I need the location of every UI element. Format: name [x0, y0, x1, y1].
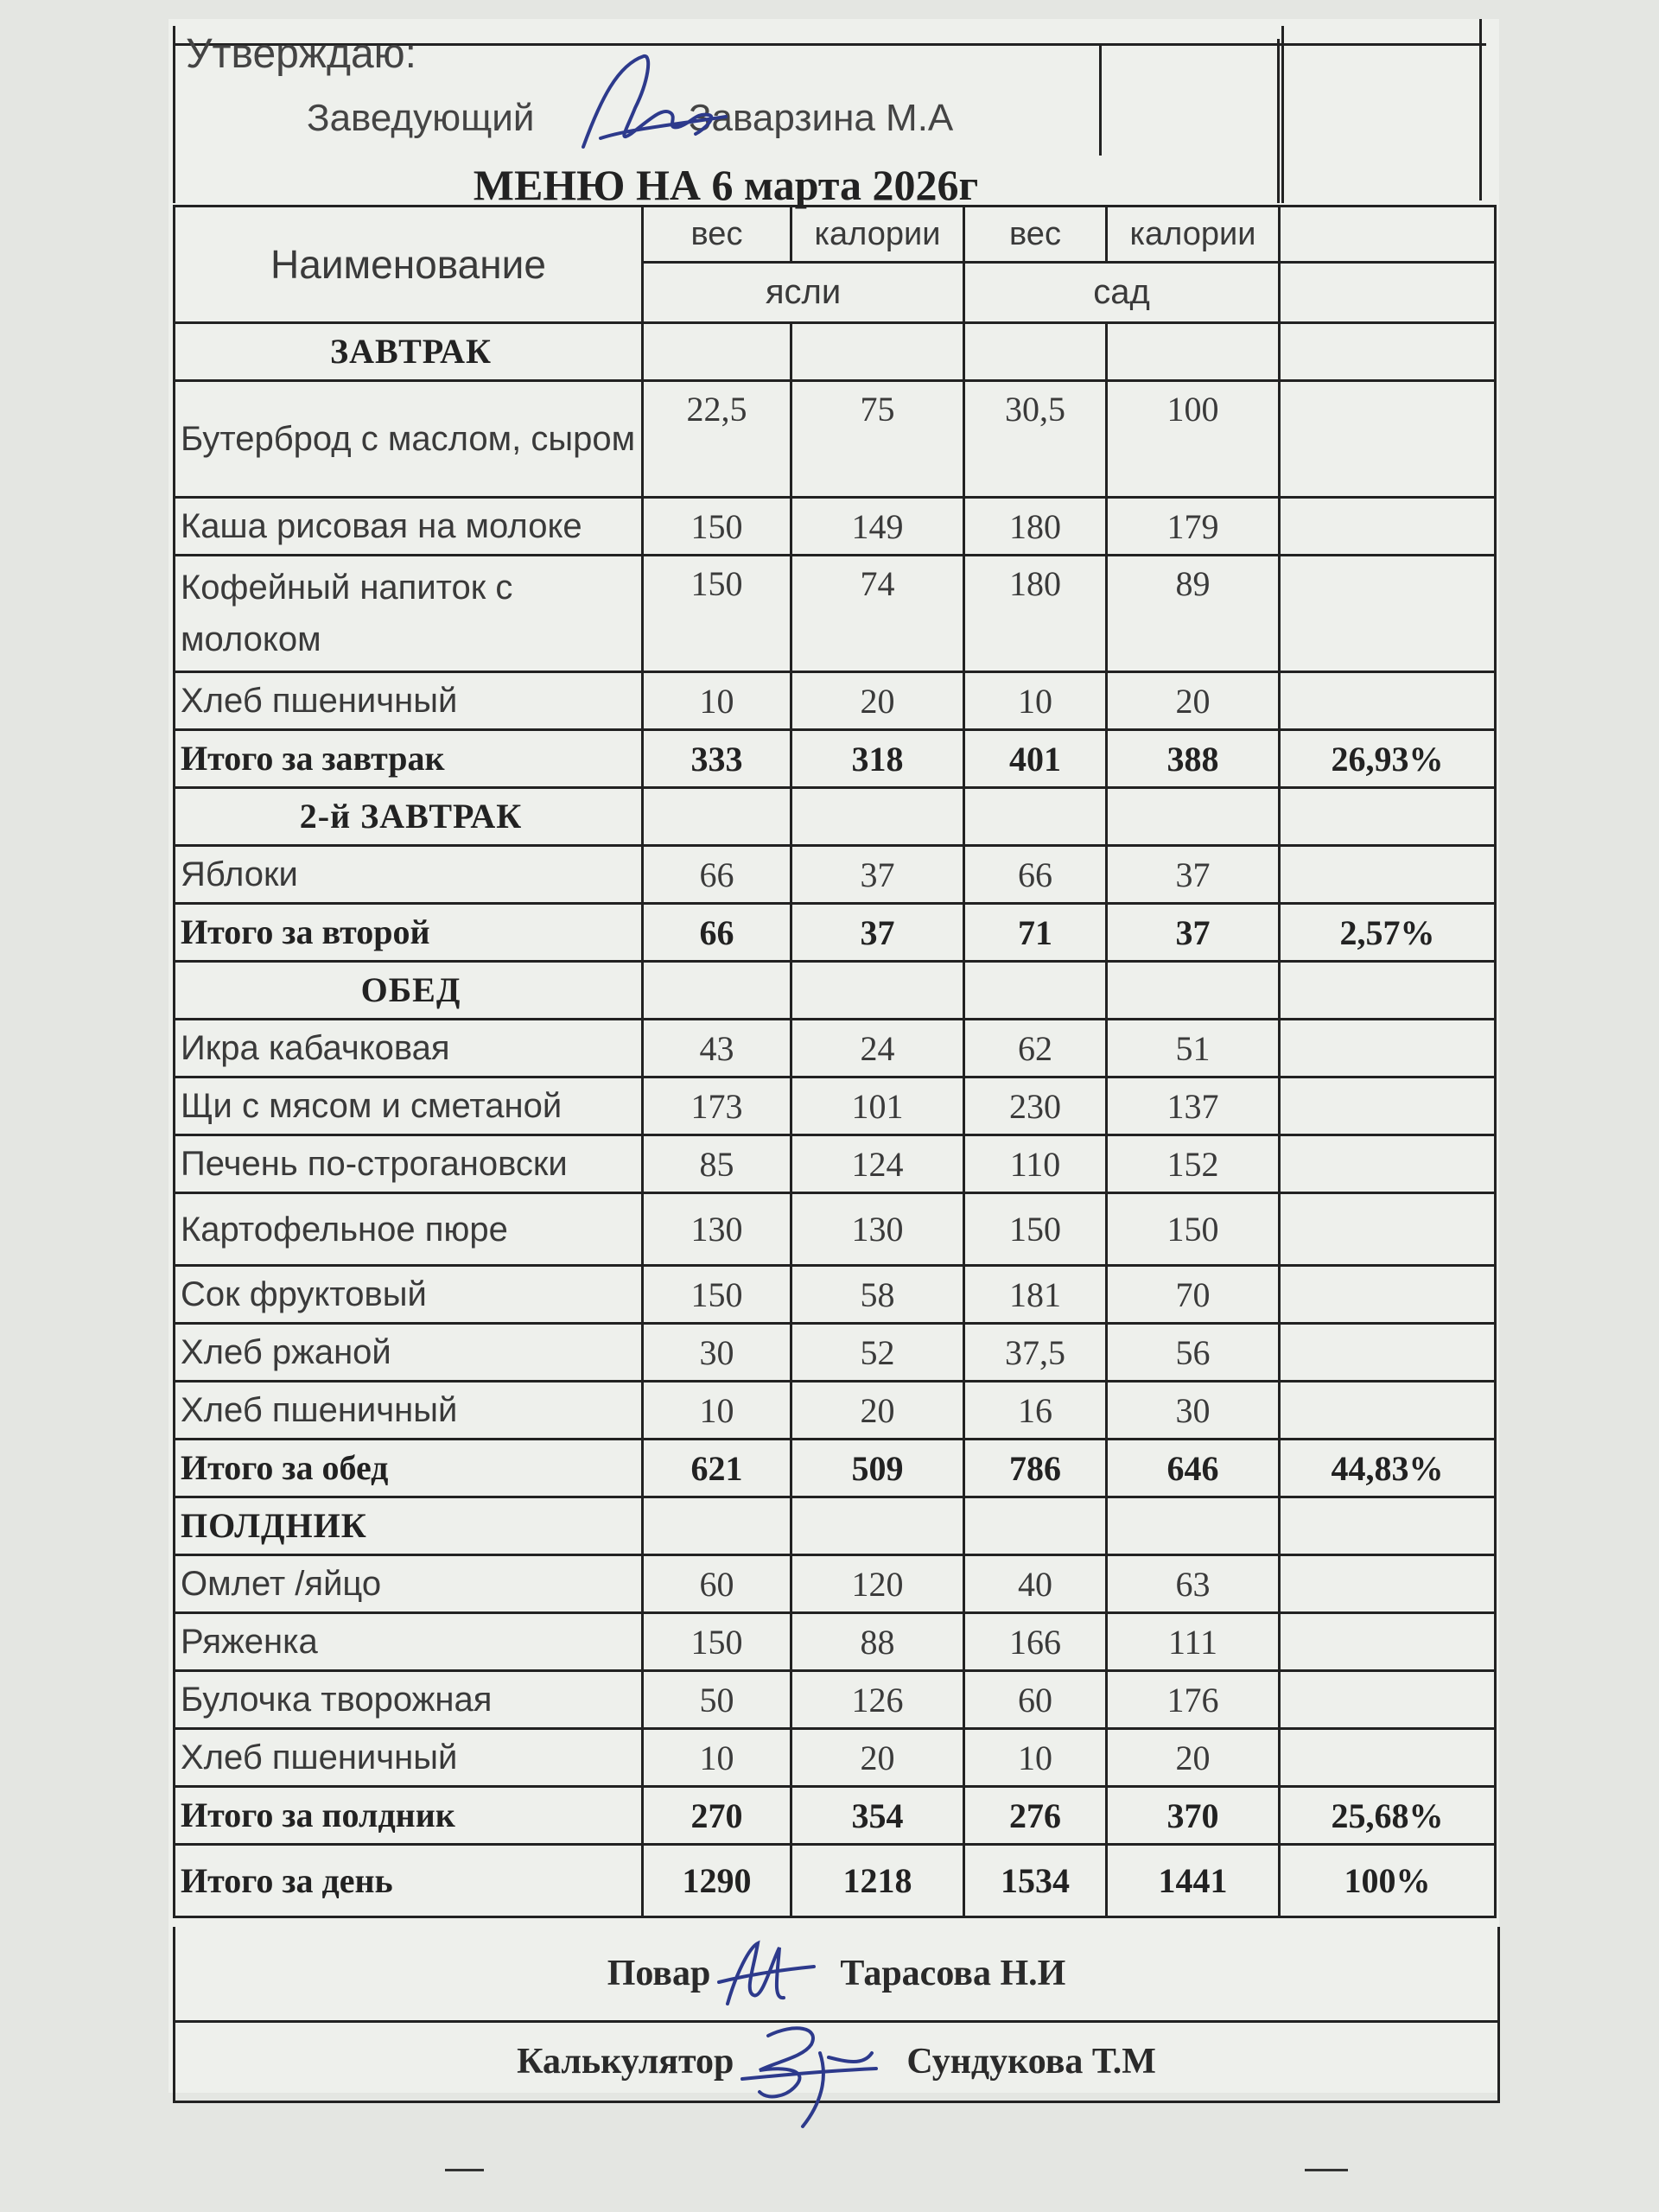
- garden-weight-header: вес: [964, 207, 1107, 263]
- percent-cell: [1280, 788, 1496, 846]
- section-title: 2-й ЗАВТРАК: [175, 788, 643, 846]
- nursery-calories-cell: 52: [791, 1324, 964, 1382]
- percent-cell: [1280, 672, 1496, 730]
- section-row: [175, 788, 1496, 846]
- garden-calories-cell: 176: [1107, 1671, 1280, 1729]
- garden-calories-cell: 89: [1107, 556, 1280, 672]
- cook-signature-image: [710, 1930, 823, 2017]
- total-row: [175, 904, 1496, 962]
- nursery-calories-cell: 20: [791, 1382, 964, 1440]
- total-row: [175, 1787, 1496, 1845]
- table-row: [175, 1135, 1496, 1193]
- percent-cell: [1280, 1324, 1496, 1382]
- nursery-weight-cell: [643, 323, 791, 381]
- percent-cell: [1280, 1193, 1496, 1266]
- nursery-calories-cell: 120: [791, 1555, 964, 1613]
- nursery-weight-cell: 173: [643, 1077, 791, 1135]
- section-title: ОБЕД: [175, 962, 643, 1020]
- garden-weight-cell: 110: [964, 1135, 1107, 1193]
- percent-cell: [1280, 1671, 1496, 1729]
- dish-name: Итого за полдник: [175, 1787, 643, 1845]
- garden-weight-cell: [964, 323, 1107, 381]
- dish-name: Итого за обед: [175, 1440, 643, 1497]
- percent-cell: [1280, 1555, 1496, 1613]
- menu-body: [175, 323, 1496, 1917]
- approve-label: Утверждаю:: [186, 31, 416, 77]
- garden-weight-cell: [964, 788, 1107, 846]
- garden-weight-cell: 276: [964, 1787, 1107, 1845]
- garden-weight-cell: 66: [964, 846, 1107, 904]
- dish-name: Щи с мясом и сметаной: [175, 1077, 643, 1135]
- garden-weight-cell: 60: [964, 1671, 1107, 1729]
- garden-calories-header: калории: [1107, 207, 1280, 263]
- column-name-header: Наименование: [175, 207, 643, 323]
- table-row: [175, 1193, 1496, 1266]
- percent-cell: [1280, 1497, 1496, 1555]
- percent-group-header: [1280, 263, 1496, 323]
- garden-calories-cell: 137: [1107, 1077, 1280, 1135]
- nursery-calories-cell: 126: [791, 1671, 964, 1729]
- garden-weight-cell: 181: [964, 1266, 1107, 1324]
- section-title: ПОЛДНИК: [175, 1497, 643, 1555]
- garden-calories-cell: 63: [1107, 1555, 1280, 1613]
- section-row: [175, 1497, 1496, 1555]
- dish-name: Бутерброд с маслом, сыром: [175, 381, 643, 498]
- nursery-weight-cell: 130: [643, 1193, 791, 1266]
- nursery-weight-header: вес: [643, 207, 791, 263]
- nursery-weight-cell: [643, 788, 791, 846]
- percent-cell: 25,68%: [1280, 1787, 1496, 1845]
- percent-cell: [1280, 1020, 1496, 1077]
- nursery-weight-cell: 60: [643, 1555, 791, 1613]
- garden-calories-cell: 179: [1107, 498, 1280, 556]
- nursery-weight-cell: 150: [643, 556, 791, 672]
- table-row: [175, 556, 1496, 672]
- garden-calories-cell: [1107, 1497, 1280, 1555]
- nursery-weight-cell: [643, 962, 791, 1020]
- garden-calories-cell: 646: [1107, 1440, 1280, 1497]
- garden-calories-cell: [1107, 962, 1280, 1020]
- garden-calories-cell: [1107, 788, 1280, 846]
- nursery-calories-cell: 130: [791, 1193, 964, 1266]
- dish-name: Сок фруктовый: [175, 1266, 643, 1324]
- dish-name: Каша рисовая на молоке: [175, 498, 643, 556]
- garden-group-header: сад: [964, 263, 1280, 323]
- garden-calories-cell: 37: [1107, 846, 1280, 904]
- cook-signature-slot: [710, 1939, 840, 2008]
- bottom-mark-right: [1305, 2169, 1348, 2171]
- garden-weight-cell: 10: [964, 1729, 1107, 1787]
- nursery-weight-cell: 1290: [643, 1845, 791, 1917]
- table-row: [175, 1324, 1496, 1382]
- garden-calories-cell: 370: [1107, 1787, 1280, 1845]
- nursery-weight-cell: 85: [643, 1135, 791, 1193]
- garden-calories-cell: 20: [1107, 672, 1280, 730]
- nursery-weight-cell: 30: [643, 1324, 791, 1382]
- head-title: Заведующий: [307, 97, 535, 139]
- nursery-calories-cell: [791, 1497, 964, 1555]
- table-row: [175, 498, 1496, 556]
- percent-cell: 26,93%: [1280, 730, 1496, 788]
- table-row: [175, 1671, 1496, 1729]
- dish-name: Икра кабачковая: [175, 1020, 643, 1077]
- calculator-signature-image: [734, 2018, 880, 2131]
- percent-cell: [1280, 1135, 1496, 1193]
- garden-calories-cell: 1441: [1107, 1845, 1280, 1917]
- table-row: [175, 1729, 1496, 1787]
- bottom-mark-left: [445, 2169, 484, 2171]
- nursery-weight-cell: 22,5: [643, 381, 791, 498]
- table-row: [175, 1077, 1496, 1135]
- table-row: [175, 1266, 1496, 1324]
- percent-cell: [1280, 1266, 1496, 1324]
- percent-cell: [1280, 962, 1496, 1020]
- percent-cell: 44,83%: [1280, 1440, 1496, 1497]
- nursery-calories-cell: 88: [791, 1613, 964, 1671]
- garden-calories-cell: 388: [1107, 730, 1280, 788]
- garden-weight-cell: 30,5: [964, 381, 1107, 498]
- nursery-calories-cell: 1218: [791, 1845, 964, 1917]
- dish-name: Яблоки: [175, 846, 643, 904]
- percent-cell: [1280, 556, 1496, 672]
- percent-cell: 100%: [1280, 1845, 1496, 1917]
- calculator-label: Калькулятор: [517, 2042, 734, 2082]
- nursery-weight-cell: 66: [643, 846, 791, 904]
- menu-table: [173, 205, 1497, 1918]
- dish-name: Печень по-строгановски: [175, 1135, 643, 1193]
- table-row: [175, 846, 1496, 904]
- table-row: [175, 1382, 1496, 1440]
- garden-calories-cell: 150: [1107, 1193, 1280, 1266]
- nursery-weight-cell: 150: [643, 1613, 791, 1671]
- nursery-calories-cell: [791, 323, 964, 381]
- cook-name: Тарасова Н.И: [840, 1954, 1066, 1993]
- table-row: [175, 381, 1496, 498]
- percent-cell: [1280, 498, 1496, 556]
- dish-name: Ряженка: [175, 1613, 643, 1671]
- garden-weight-cell: 37,5: [964, 1324, 1107, 1382]
- percent-cell: [1280, 1729, 1496, 1787]
- nursery-calories-cell: 149: [791, 498, 964, 556]
- percent-header: [1280, 207, 1496, 263]
- garden-weight-cell: [964, 1497, 1107, 1555]
- garden-calories-cell: 56: [1107, 1324, 1280, 1382]
- nursery-calories-cell: 24: [791, 1020, 964, 1077]
- garden-weight-cell: 71: [964, 904, 1107, 962]
- nursery-calories-cell: 354: [791, 1787, 964, 1845]
- nursery-weight-cell: [643, 1497, 791, 1555]
- nursery-weight-cell: 621: [643, 1440, 791, 1497]
- nursery-calories-cell: 37: [791, 904, 964, 962]
- nursery-group-header: ясли: [643, 263, 964, 323]
- nursery-calories-cell: 20: [791, 1729, 964, 1787]
- cook-row: [175, 1927, 1497, 2020]
- garden-calories-cell: 100: [1107, 381, 1280, 498]
- section-row: [175, 323, 1496, 381]
- garden-weight-cell: 16: [964, 1382, 1107, 1440]
- dish-name: Картофельное пюре: [175, 1193, 643, 1266]
- table-row: [175, 1020, 1496, 1077]
- header-divider-3: [1479, 19, 1482, 200]
- nursery-calories-header: калории: [791, 207, 964, 263]
- garden-calories-cell: 20: [1107, 1729, 1280, 1787]
- table-row: [175, 1613, 1496, 1671]
- garden-weight-cell: 10: [964, 672, 1107, 730]
- garden-calories-cell: 51: [1107, 1020, 1280, 1077]
- menu-title: МЕНЮ НА 6 марта 2026г: [473, 161, 979, 209]
- dish-name: Итого за день: [175, 1845, 643, 1917]
- nursery-weight-cell: 150: [643, 1266, 791, 1324]
- garden-calories-cell: 30: [1107, 1382, 1280, 1440]
- percent-cell: 2,57%: [1280, 904, 1496, 962]
- garden-weight-cell: 180: [964, 556, 1107, 672]
- garden-weight-cell: 401: [964, 730, 1107, 788]
- garden-weight-cell: 1534: [964, 1845, 1107, 1917]
- dish-name: Хлеб ржаной: [175, 1324, 643, 1382]
- percent-cell: [1280, 846, 1496, 904]
- garden-calories-cell: 70: [1107, 1266, 1280, 1324]
- signature-footer: [173, 1927, 1500, 2103]
- dish-name: Кофейный напиток с молоком: [175, 556, 643, 672]
- calculator-row: [175, 2020, 1497, 2101]
- calculator-signature-slot: [734, 2027, 906, 2096]
- percent-cell: [1280, 1613, 1496, 1671]
- nursery-calories-cell: 20: [791, 672, 964, 730]
- nursery-calories-cell: 37: [791, 846, 964, 904]
- nursery-weight-cell: 10: [643, 1382, 791, 1440]
- nursery-weight-cell: 43: [643, 1020, 791, 1077]
- nursery-calories-cell: 101: [791, 1077, 964, 1135]
- nursery-weight-cell: 270: [643, 1787, 791, 1845]
- nursery-calories-cell: 509: [791, 1440, 964, 1497]
- dish-name: Хлеб пшеничный: [175, 672, 643, 730]
- header-divider-1: [1099, 43, 1102, 156]
- garden-calories-cell: 111: [1107, 1613, 1280, 1671]
- garden-weight-cell: 166: [964, 1613, 1107, 1671]
- percent-cell: [1280, 1382, 1496, 1440]
- dish-name: Итого за второй: [175, 904, 643, 962]
- garden-weight-cell: 180: [964, 498, 1107, 556]
- nursery-calories-cell: 318: [791, 730, 964, 788]
- total-row: [175, 1845, 1496, 1917]
- nursery-calories-cell: 58: [791, 1266, 964, 1324]
- garden-weight-cell: 230: [964, 1077, 1107, 1135]
- section-title: ЗАВТРАК: [175, 323, 643, 381]
- garden-calories-cell: 152: [1107, 1135, 1280, 1193]
- nursery-weight-cell: 150: [643, 498, 791, 556]
- head-signature-image: [566, 48, 730, 160]
- garden-weight-cell: 40: [964, 1555, 1107, 1613]
- nursery-weight-cell: 50: [643, 1671, 791, 1729]
- percent-cell: [1280, 323, 1496, 381]
- total-row: [175, 1440, 1496, 1497]
- dish-name: Омлет /яйцо: [175, 1555, 643, 1613]
- dish-name: Хлеб пшеничный: [175, 1382, 643, 1440]
- table-row: [175, 672, 1496, 730]
- nursery-calories-cell: 75: [791, 381, 964, 498]
- nursery-weight-cell: 10: [643, 1729, 791, 1787]
- nursery-calories-cell: 74: [791, 556, 964, 672]
- calculator-name: Сундукова Т.М: [906, 2042, 1156, 2082]
- head-name: Заварзина М.А: [688, 97, 954, 139]
- table-row: [175, 1555, 1496, 1613]
- nursery-calories-cell: [791, 788, 964, 846]
- garden-calories-cell: 37: [1107, 904, 1280, 962]
- garden-calories-cell: [1107, 323, 1280, 381]
- percent-cell: [1280, 1077, 1496, 1135]
- garden-weight-cell: 62: [964, 1020, 1107, 1077]
- total-row: [175, 730, 1496, 788]
- nursery-weight-cell: 10: [643, 672, 791, 730]
- dish-name: Итого за завтрак: [175, 730, 643, 788]
- percent-cell: [1280, 381, 1496, 498]
- garden-weight-cell: 150: [964, 1193, 1107, 1266]
- nursery-calories-cell: [791, 962, 964, 1020]
- nursery-weight-cell: 333: [643, 730, 791, 788]
- nursery-calories-cell: 124: [791, 1135, 964, 1193]
- garden-weight-cell: [964, 962, 1107, 1020]
- cook-label: Повар: [607, 1954, 711, 1993]
- dish-name: Булочка творожная: [175, 1671, 643, 1729]
- garden-weight-cell: 786: [964, 1440, 1107, 1497]
- nursery-weight-cell: 66: [643, 904, 791, 962]
- section-row: [175, 962, 1496, 1020]
- dish-name: Хлеб пшеничный: [175, 1729, 643, 1787]
